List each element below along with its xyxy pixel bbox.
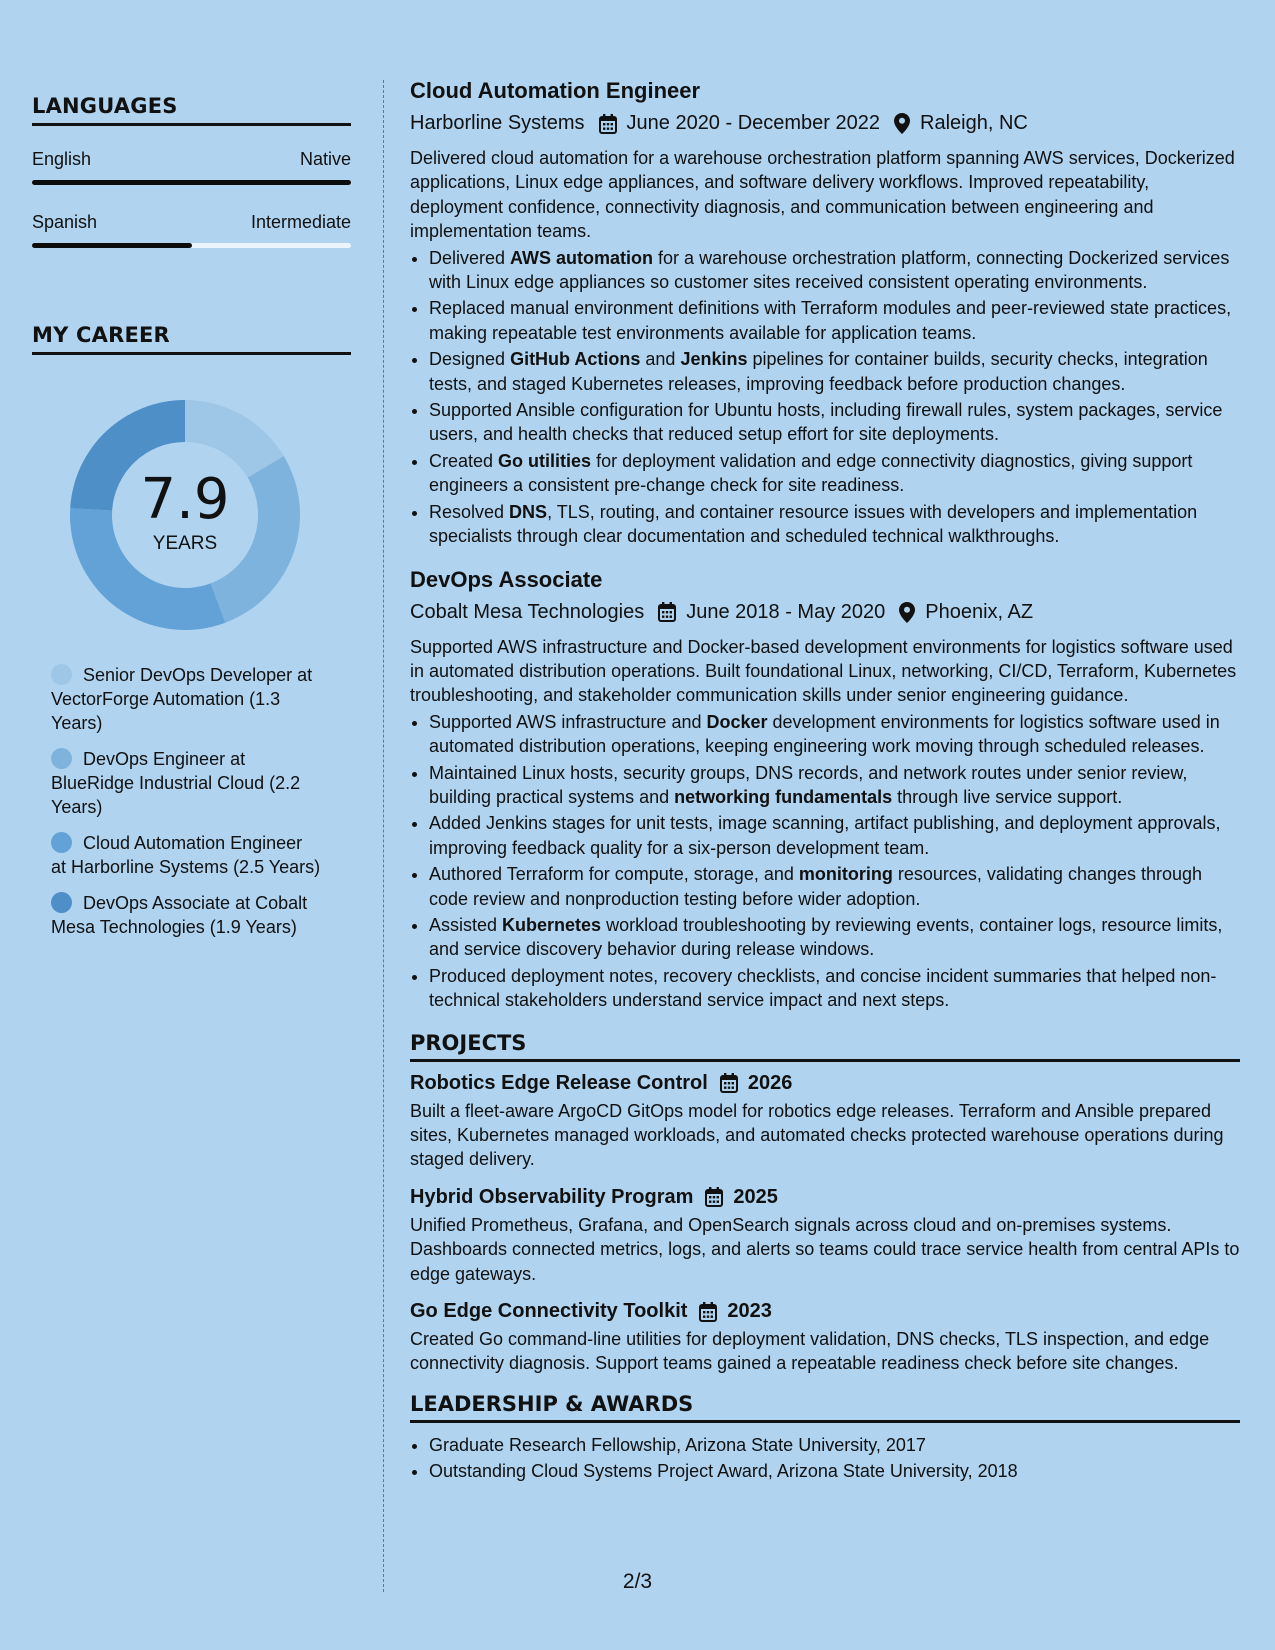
career-section: [32, 323, 351, 939]
bullet-item: • Replaced manual environment definitions with Terraform modules and peer-reviewed state practices, making repeatable test environments available for application teams.: [429, 296, 1240, 345]
career-legend-label: Cloud Automation Engineer at Harborline Systems (2.5 Years): [51, 833, 321, 877]
language-proficiency-fill: [32, 180, 351, 185]
company-name: Harborline Systems: [410, 112, 585, 134]
projects-title: PROJECTS: [410, 1031, 1240, 1062]
career-total-years: 7.9: [140, 466, 230, 532]
career-legend-label: DevOps Associate at Cobalt Mesa Technologies (1.9 Years): [51, 893, 308, 937]
legend-dot: [51, 892, 72, 913]
language-item: [32, 149, 351, 185]
bullet-item: • Supported AWS infrastructure and Docker development environments for logistics software used in automated distribution operations, keeping engineering work moving through scheduled releases.: [429, 710, 1240, 759]
map-pin-icon: [899, 602, 915, 623]
job-bullets: [410, 710, 1240, 1013]
left-column: [32, 94, 351, 951]
job-summary: Supported AWS infrastructure and Docker-based development environments for logistics software used in automated distribution operations. Built foundational Linux, networking, CI/CD, Terraform, Kubernetes troubleshooting, and stakeholder communication skills under senior engineering guidance.: [410, 636, 1237, 706]
job-bullets: [410, 246, 1240, 549]
project-description: Created Go command-line utilities for deployment validation, DNS checks, TLS inspection, and edge connectivity diagnosis. Support teams gained a repeatable readiness check before site changes.: [410, 1329, 1210, 1374]
job-location: Raleigh, NC: [920, 112, 1028, 134]
language-name: Spanish: [32, 212, 98, 232]
career-donut-chart: [65, 395, 305, 635]
calendar-icon: [705, 1187, 723, 1207]
bullet-item: • Supported Ansible configuration for Ubuntu hosts, including firewall rules, system packages, service users, and health checks that reduced setup effort for site deployments.: [429, 398, 1240, 447]
job-title: Cloud Automation Engineer: [410, 78, 701, 103]
legend-dot: [51, 832, 72, 853]
career-legend-item: [51, 831, 321, 879]
project-year: 2023: [727, 1300, 772, 1323]
bullet-item: • Designed GitHub Actions and Jenkins pipelines for container builds, security checks, integration tests, and staged Kubernetes releases, improving feedback before production changes.: [429, 347, 1240, 396]
legend-dot: [51, 664, 72, 685]
leadership-title: LEADERSHIP & AWARDS: [410, 1392, 1240, 1423]
project-entry: [410, 1072, 1240, 1172]
career-legend-item: [51, 891, 321, 939]
job-dates: June 2018 - May 2020: [686, 600, 886, 623]
job-meta: [410, 112, 1240, 135]
leadership-item: • Graduate Research Fellowship, Arizona State University, 2017: [429, 1433, 1240, 1457]
language-item: [32, 212, 351, 248]
career-legend-label: DevOps Engineer at BlueRidge Industrial Cloud (2.2 Years): [51, 749, 301, 817]
calendar-icon: [699, 1302, 717, 1322]
bullet-item: • Produced deployment notes, recovery checklists, and concise incident summaries that helped non-technical stakeholders understand service impact and next steps.: [429, 964, 1240, 1013]
project-title: Hybrid Observability Program: [410, 1185, 694, 1208]
career-total-unit: YEARS: [152, 532, 218, 554]
language-proficiency-fill: [32, 243, 192, 248]
job-meta: [410, 601, 1240, 624]
leadership-list: [410, 1433, 1240, 1484]
experience-entry: [410, 78, 1240, 549]
bullet-item: • Resolved DNS, TLS, routing, and container resource issues with developers and implementation specialists through clear documentation and scheduled technical walkthroughs.: [429, 500, 1240, 549]
project-title: Go Edge Connectivity Toolkit: [410, 1300, 688, 1323]
project-description: Built a fleet-aware ArgoCD GitOps model for robotics edge releases. Terraform and Ansible prepared sites, Kubernetes managed workloads, and automated checks protected warehouse operations during staged delivery.: [410, 1100, 1224, 1170]
calendar-icon: [599, 114, 617, 134]
bullet-item: • Delivered AWS automation for a warehouse orchestration platform, connecting Dockerized services with Linux edge appliances so customer sites received consistent operating environments.: [429, 246, 1240, 295]
bullet-item: • Maintained Linux hosts, security groups, DNS records, and network routes under senior review, building practical systems and networking fundamentals through live service support.: [429, 761, 1240, 810]
career-legend-item: [51, 663, 321, 735]
bullet-item: • Added Jenkins stages for unit tests, image scanning, artifact publishing, and deployment approvals, improving feedback quality for a six-person development team.: [429, 811, 1240, 860]
bullet-item: • Created Go utilities for deployment validation and edge connectivity diagnostics, giving support engineers a consistent pre-change check for site readiness.: [429, 449, 1240, 498]
calendar-icon: [720, 1073, 738, 1093]
career-legend-label: Senior DevOps Developer at VectorForge Automation (1.3 Years): [51, 665, 313, 733]
project-year: 2025: [733, 1185, 778, 1208]
project-year: 2026: [747, 1071, 793, 1094]
job-title: DevOps Associate: [410, 566, 603, 592]
bullet-item: • Authored Terraform for compute, storage, and monitoring resources, validating changes through code review and nonproduction testing before wider adoption.: [429, 862, 1240, 911]
language-proficiency-bar: [32, 243, 351, 248]
map-pin-icon: [894, 113, 910, 134]
languages-title: LANGUAGES: [32, 94, 351, 126]
language-proficiency-bar: [32, 180, 351, 185]
page-number: 2/3: [622, 1570, 653, 1593]
career-title: MY CAREER: [32, 323, 351, 355]
career-legend-item: [51, 747, 321, 819]
projects-section: [410, 1031, 1240, 1376]
experience-entry: [410, 567, 1240, 1013]
legend-dot: [51, 748, 72, 769]
job-dates: June 2020 - December 2022: [626, 112, 881, 134]
language-level: Intermediate: [250, 212, 351, 232]
company-name: Cobalt Mesa Technologies: [410, 600, 645, 623]
career-legend: [51, 663, 321, 939]
bullet-item: • Assisted Kubernetes workload troubleshooting by reviewing events, container logs, resource limits, and service discovery behavior during release windows.: [429, 913, 1240, 962]
job-location: Phoenix, AZ: [925, 600, 1034, 623]
calendar-icon: [658, 602, 676, 622]
project-title: Robotics Edge Release Control: [410, 1071, 708, 1094]
leadership-section: [410, 1392, 1240, 1484]
job-summary: Delivered cloud automation for a warehouse orchestration platform spanning AWS services, Dockerized applications, Linux edge appliances, and software delivery workflows. Improved repeatability, deployment confidence, connectivity diagnosis, and communication between engineering and implementation teams.: [410, 148, 1235, 242]
right-column: [410, 78, 1240, 1486]
project-entry: [410, 1300, 1240, 1376]
language-name: English: [32, 149, 92, 169]
project-description: Unified Prometheus, Grafana, and OpenSearch signals across cloud and on-premises systems. Dashboards connected metrics, logs, and alerts so teams could trace service health from central APIs to edge gateways.: [410, 1214, 1240, 1284]
language-level: Native: [299, 149, 351, 169]
project-entry: [410, 1186, 1240, 1286]
column-divider: [383, 80, 384, 1592]
leadership-item: • Outstanding Cloud Systems Project Award, Arizona State University, 2018: [429, 1459, 1240, 1483]
